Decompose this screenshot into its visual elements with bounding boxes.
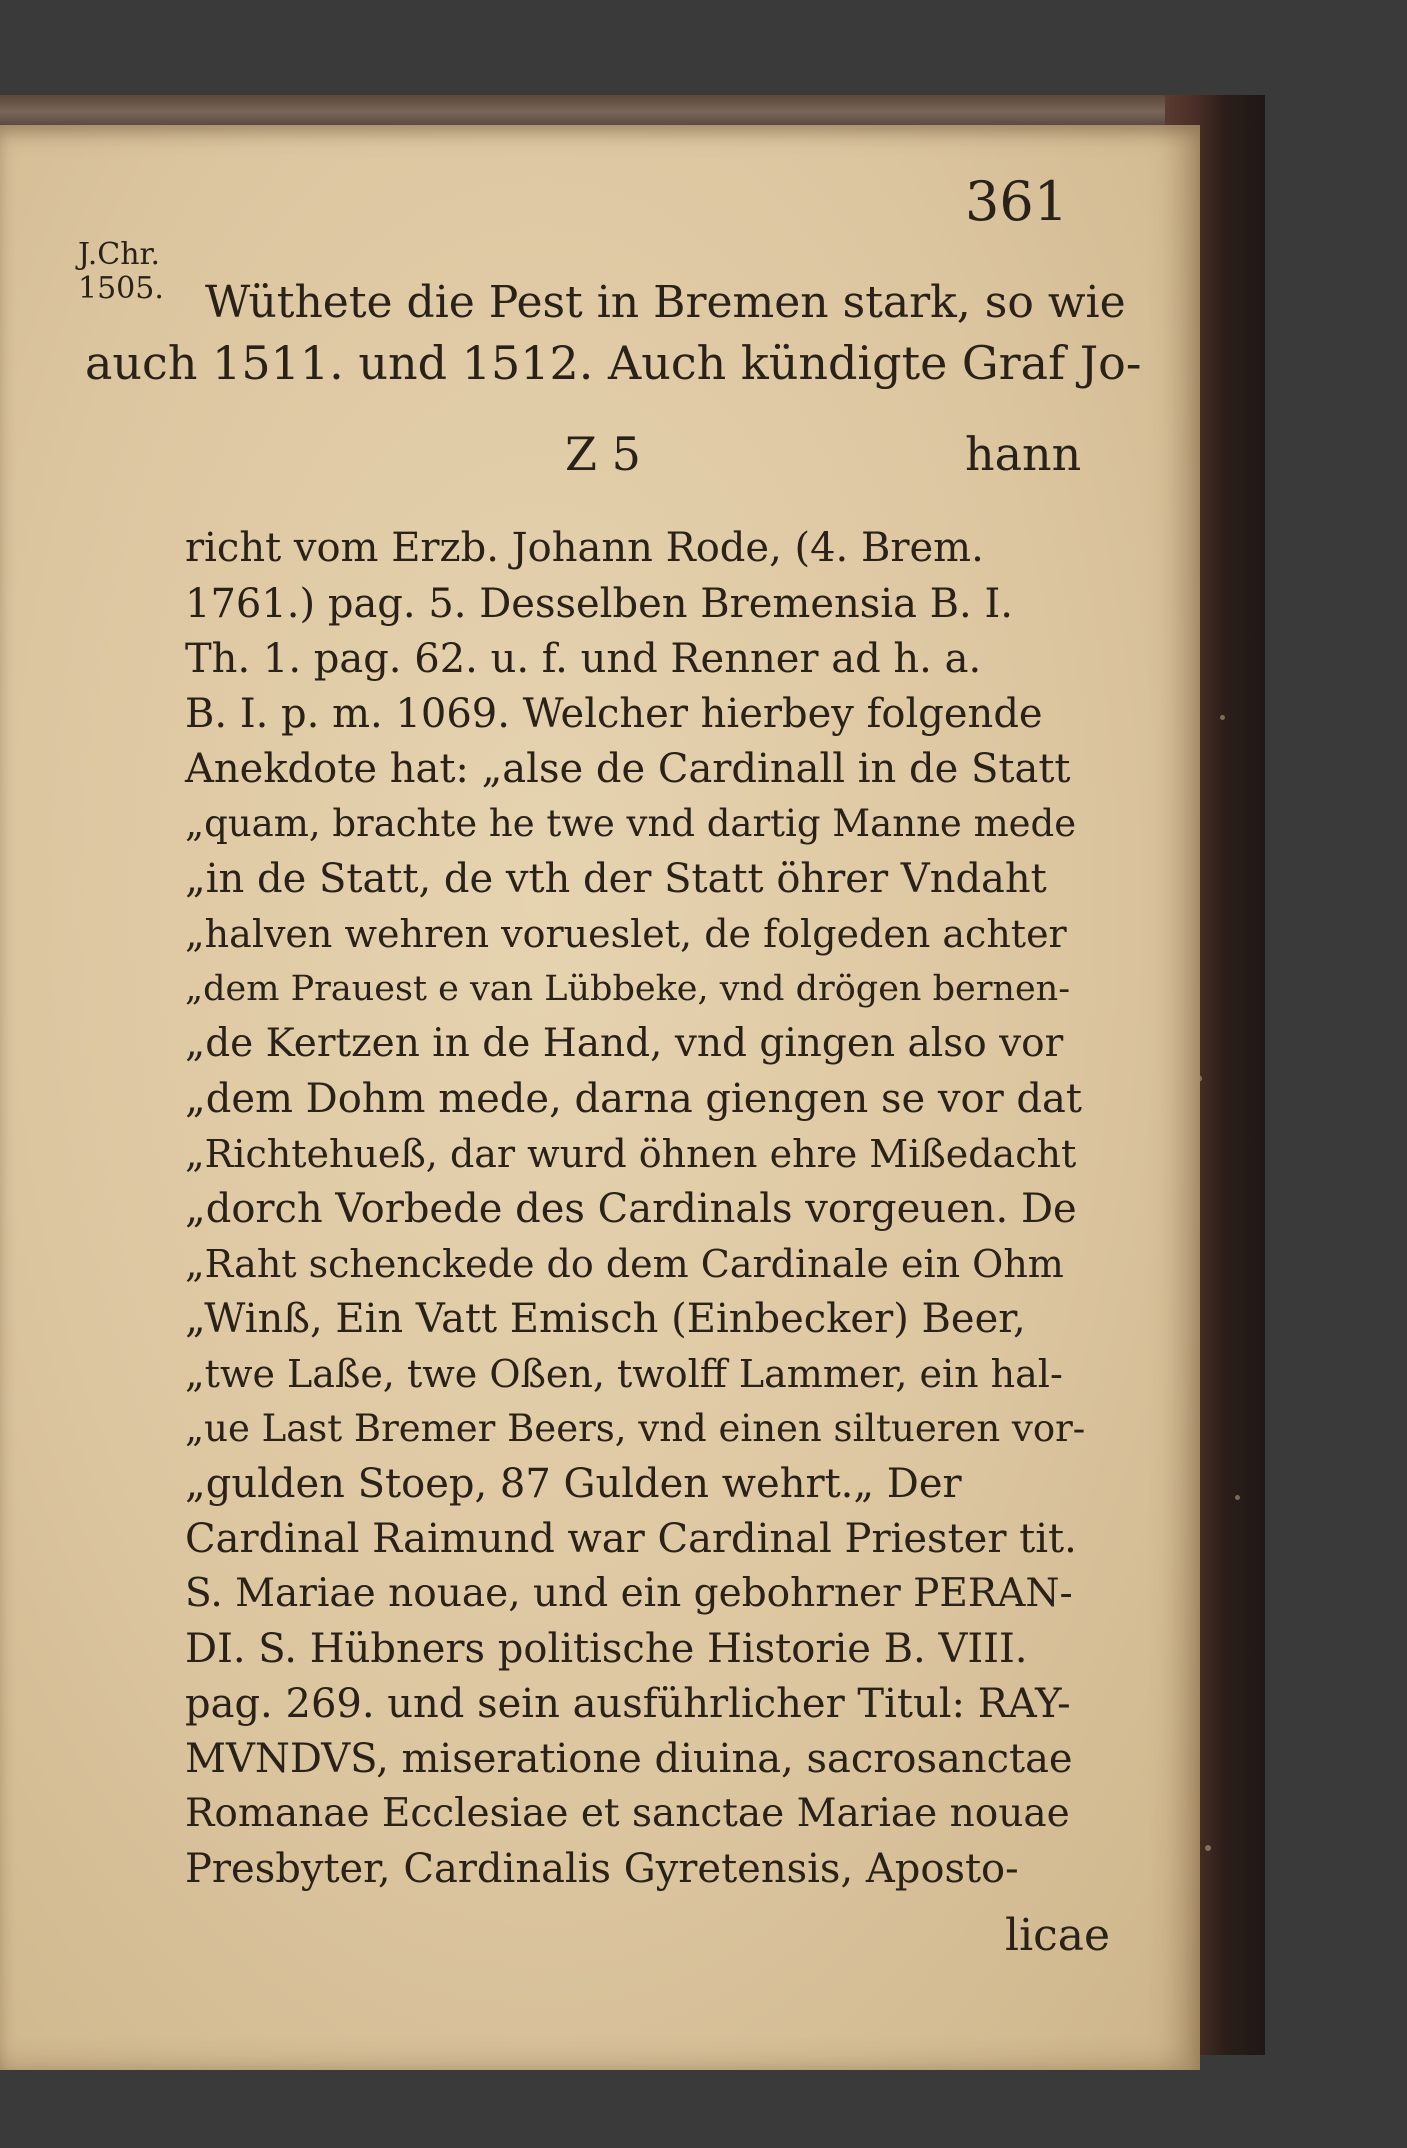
footnote-line: DI. S. Hübners politische Historie B. VIII. xyxy=(185,1626,1028,1672)
footnote-line: „quam, brachte he twe vnd dartig Manne mede xyxy=(185,802,1077,845)
footnote-line: MVNDVS, miseratione diuina, sacrosanctae xyxy=(185,1736,1073,1782)
footnote-line: richt vom Erzb. Johann Rode, (4. Brem. xyxy=(185,525,984,571)
footnote-line: Presbyter, Cardinalis Gyretensis, Aposto- xyxy=(185,1846,1019,1892)
catchword-bottom: licae xyxy=(1005,1910,1111,1961)
footnote-line: Romanae Ecclesiae et sanctae Mariae nouae xyxy=(185,1791,1070,1836)
page-number: 361 xyxy=(965,170,1069,233)
footnote-line: „gulden Stoep, 87 Gulden wehrt.„ Der xyxy=(185,1461,962,1507)
margin-note-year: 1505. xyxy=(78,271,164,306)
main-text-line: auch 1511. und 1512. Auch kündigte Graf Jo- xyxy=(85,336,1142,390)
footnote-line: „de Kertzen in de Hand, vnd gingen also vor xyxy=(185,1021,1064,1066)
margin-note xyxy=(78,238,164,306)
footnote-line: „Raht schenckede do dem Cardinale ein Ohm xyxy=(185,1242,1064,1286)
footnote-line: Anekdote hat: „alse de Cardinall in de Statt xyxy=(185,746,1071,792)
catchword-top: hann xyxy=(965,427,1082,481)
footnote-line: B. I. p. m. 1069. Welcher hierbey folgende xyxy=(185,691,1043,737)
footnote-line: Th. 1. pag. 62. u. f. und Renner ad h. a. xyxy=(185,636,982,682)
footnote-line: 1761.) pag. 5. Desselben Bremensia B. I. xyxy=(185,581,1013,627)
footnote-line: Cardinal Raimund war Cardinal Priester tit. xyxy=(185,1516,1077,1562)
footnote-line: „dorch Vorbede des Cardinals vorgeuen. De xyxy=(185,1186,1077,1232)
margin-note-era: J.Chr. xyxy=(78,237,161,272)
footnote-line: „Winß, Ein Vatt Emisch (Einbecker) Beer, xyxy=(185,1296,1026,1342)
signature-mark: Z 5 xyxy=(565,427,641,481)
footnote-line: „in de Statt, de vth der Statt öhrer Vndaht xyxy=(185,856,1047,902)
footnote-line: „ue Last Bremer Beers, vnd einen siltueren vor- xyxy=(185,1407,1086,1450)
footnote-line: „dem Dohm mede, darna giengen se vor dat xyxy=(185,1076,1082,1122)
footnote-line: „Richtehueß, dar wurd öhnen ehre Mißedacht xyxy=(185,1132,1077,1176)
footnote-line: pag. 269. und sein ausführlicher Titul: RAY- xyxy=(185,1681,1071,1727)
main-text-line: Wüthete die Pest in Bremen stark, so wie xyxy=(205,277,1126,328)
footnote-line: S. Mariae nouae, und ein gebohrner PERAN- xyxy=(185,1571,1073,1616)
footnote-line: „halven wehren vorueslet, de folgeden achter xyxy=(185,912,1067,956)
footnote-line: „twe Laße, twe Oßen, twolff Lammer, ein hal- xyxy=(185,1352,1063,1396)
footnote-line: „dem Prauest e van Lübbeke, vnd drögen bernen- xyxy=(185,969,1071,1009)
